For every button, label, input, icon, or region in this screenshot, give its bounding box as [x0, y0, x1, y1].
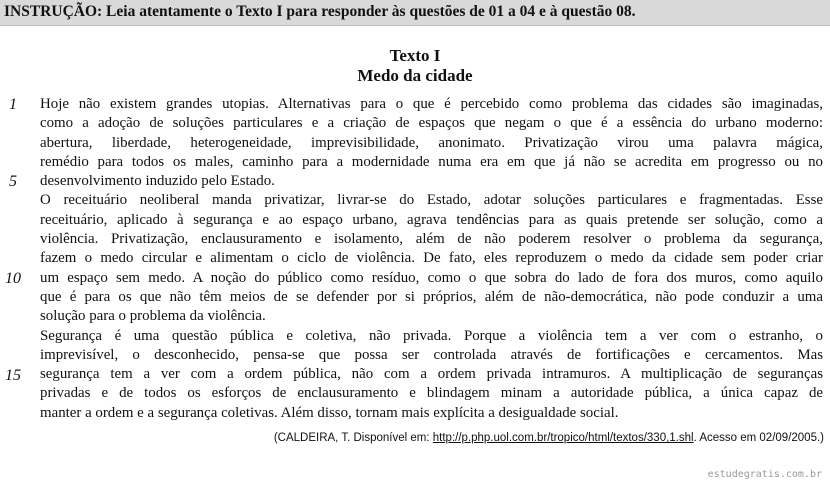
citation — [274, 432, 824, 444]
text-line: privadas e de todos os esforços de enclausuramento e blindagem minam a autoridade pública, a única capaz de — [40, 385, 823, 402]
text-line: que é para os que não têm meios de se defender por si próprios, além de não-democrática, não pode conduzir a uma — [40, 288, 823, 305]
line-number: 15 — [5, 367, 21, 384]
text-line: como a adoção de soluções particulares e a criação de espaços que negam o que é a essência do urbano moderno: — [40, 115, 823, 132]
citation-suffix: . Acesso em 02/09/2005.) — [693, 432, 824, 444]
text-line: manter a ordem e a segurança coletivas. Além disso, tornam mais explícita a desigualdade social. — [40, 404, 619, 421]
body-text — [40, 95, 823, 423]
text-line: receituário, aplicado à segurança e ao espaço urbano, agrava tendências para as quais pretende ser solução, como a — [40, 211, 823, 228]
text-line: imprevisível, o desconhecido, pensa-se que possa ser controlada através de fortificações e cercamentos. Mas — [40, 346, 823, 363]
line-number: 1 — [9, 96, 17, 113]
watermark: estudegratis.com.br — [707, 469, 822, 480]
instruction-text: INSTRUÇÃO: Leia atentamente o Texto I para responder às questões de 01 a 04 e à questão 08. — [4, 3, 636, 20]
text-line: fazem o medo circular e alimentam o ciclo de violência. De fato, eles reproduzem o medo da cidade sem poder criar — [40, 250, 823, 267]
text-line: remédio para todos os males, caminho para a modernidade numa era em que já não se acredita em progresso ou no — [40, 153, 823, 170]
text-line: Segurança é uma questão pública e coletiva, não privada. Porque a violência tem a ver com o estranho, o — [40, 327, 823, 344]
text-line: desenvolvimento induzido pelo Estado. — [40, 173, 275, 190]
text-line: solução para o problema da violência. — [40, 308, 266, 325]
line-number: 5 — [9, 173, 17, 190]
citation-prefix: (CALDEIRA, T. Disponível em: — [273, 432, 433, 444]
text-line: Hoje não existem grandes utopias. Alternativas para o que é percebido como problema das cidades são imaginadas, — [40, 96, 823, 112]
text-line: segurança tem a ver com a ordem pública, não com a ordem privada intramuros. A multiplicação de seguranças — [40, 366, 823, 383]
text-line: um espaço sem medo. A noção do público como resíduo, como o que sobra do lado de fora dos muros, como aquilo — [40, 269, 823, 286]
text-line: violência. Privatização, enclausuramento e isolamento, além de não poderem resolver o problema da segurança, — [40, 231, 823, 248]
instruction-bar — [0, 0, 830, 26]
text-line: abertura, liberdade, heterogeneidade, imprevisibilidade, anonimato. Privatização virou uma palavra mágica, — [40, 134, 823, 151]
text-line: O receituário neoliberal manda privatizar, livrar-se do Estado, adotar soluções particulares e fragmentadas. Esse — [40, 192, 823, 209]
text-title: Medo da cidade — [357, 66, 473, 85]
line-number: 10 — [5, 270, 21, 287]
source-link[interactable]: http://p.php.uol.com.br/tropico/html/textos/330,1.shl — [432, 432, 694, 444]
text-label: Texto I — [389, 46, 441, 65]
